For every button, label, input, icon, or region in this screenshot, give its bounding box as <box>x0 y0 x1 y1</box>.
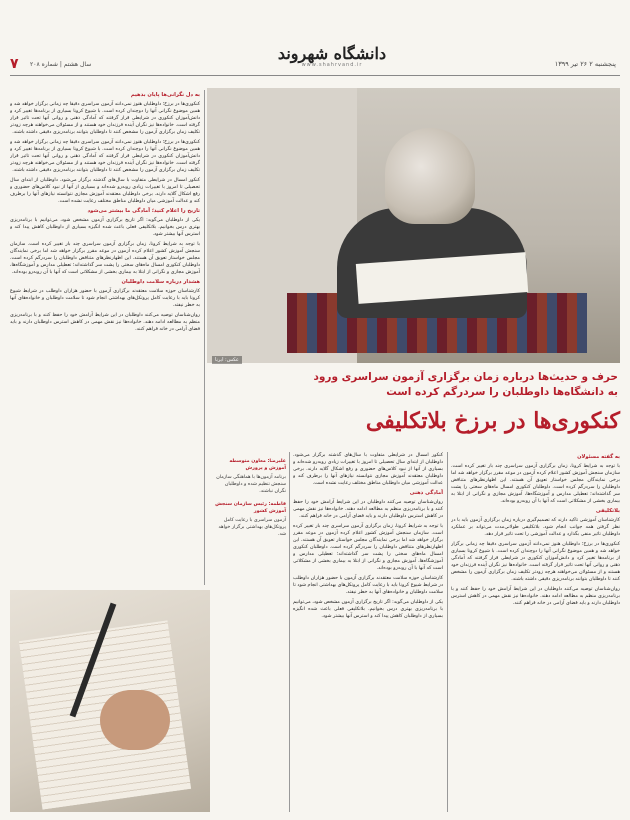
column-divider <box>447 452 448 812</box>
right-sub-heading: بلاتکلیفی <box>595 508 620 514</box>
quote-2-name: فاطمه: رئیس سازمان سنجش آموزش کشور <box>215 502 286 514</box>
quote-sidebar <box>212 458 286 788</box>
left-bottom-text: کارشناسان حوزه سلامت معتقدند برگزاری آزمون با حضور هزاران داوطلب در شرایط شیوع کرونا باید با رعایت کامل پروتکل‌های بهداشتی انجام شود تا سلامت داوطلبان و خانواده‌های آنها به خطر نیفتد. <box>10 289 200 308</box>
quote-1-text: برنامه آزمون‌ها با هماهنگی سازمان سنجش تنظیم شده و داوطلبان نگران نباشند. <box>216 475 286 494</box>
issue-date: پنجشنبه ۲ ۲۶ تیر ۱۳۹۹ <box>554 60 616 68</box>
right-text-3: روان‌شناسان توصیه می‌کنند داوطلبان در این شرایط آرامش خود را حفظ کنند و با برنامه‌ریزی منظم به مطالعه ادامه دهند. خانواده‌ها نیز نقش مهمی در کاهش استرس داوطلبان دارند و باید فضای آرامی در خانه فراهم کنند. <box>451 587 620 606</box>
article-headline: کنکوری‌ها در برزخ بلاتکلیفی <box>365 408 620 434</box>
center-text: کنکور امسال در شرایطی متفاوت با سال‌های گذشته برگزار می‌شود. داوطلبان از ابتدای سال تحصیلی تا امروز با تغییرات زیادی روبه‌رو شده‌اند و بسیاری از آنها از نبود کلاس‌های حضوری و رفع اشکال گلایه دارند. برخی داوطلبان معتقدند آموزش مجازی نتوانسته نیازهای آنها را برطرف کند و عدالت آموزشی میان داوطلبان مناطق مختلف رعایت نشده است. <box>293 453 443 486</box>
left-mid-text-2: با توجه به شرایط کرونا، زمان برگزاری آزمون سراسری چند بار تغییر کرده است. سازمان سنجش آموزش کشور اعلام کرده آزمون در موعد مقرر برگزار خواهد شد اما برخی نمایندگان مجلس خواستار تعویق آن هستند. این اظهارنظرهای متناقض داوطلبان را سردرگم کرده است. داوطلبان کنکوری امسال ماه‌های سختی را پشت سر گذاشته‌اند؛ تعطیلی مدارس و آموزشگاه‌ها، آموزش مجازی و نگرانی از ابتلا به بیماری بخشی از مشکلاتی است که آنها با آن روبه‌رو بوده‌اند. <box>10 242 200 275</box>
column-divider <box>289 452 290 812</box>
logo-url: www.shahrvand.ir <box>301 62 363 68</box>
right-heading: به گفته مسئولان <box>577 454 620 460</box>
left-top-text-2: کنکوری‌ها در برزخ؛ داوطلبان هنوز نمی‌دانند آزمون سراسری دقیقا چه زمانی برگزار خواهد شد و همین موضوع نگرانی آنها را دوچندان کرده است. با شیوع کرونا بسیاری از برنامه‌ها تغییر کرد و دانش‌آموزان کنکوری در شرایطی قرار گرفتند که آمادگی ذهنی و روانی آنها تحت تاثیر قرار گرفته است. خانواده‌ها نیز نگران آینده فرزندان خود هستند و از مسئولان می‌خواهند هرچه زودتر تکلیف زمان برگزاری آزمون را مشخص کنند تا داوطلبان بتوانند برنامه‌ریزی دقیقی داشته باشند. <box>10 140 200 173</box>
logo-text: دانشگاه شهروند <box>277 44 387 63</box>
page-header <box>0 0 630 82</box>
quote-1-name: علیرضا: معاون متوسطه آموزش و پرورش <box>229 459 286 471</box>
left-top-heading: به دل نگرانی‌ها پایان بدهیم <box>130 92 200 98</box>
page-number: ۷ <box>10 56 19 72</box>
column-divider <box>204 90 205 585</box>
center-text-3: کارشناسان حوزه سلامت معتقدند برگزاری آزمون با حضور هزاران داوطلب در شرایط شیوع کرونا باید با رعایت کامل پروتکل‌های بهداشتی انجام شود تا سلامت داوطلبان و خانواده‌های آنها به خطر نیفتد. <box>293 576 443 595</box>
center-text-4: یکی از داوطلبان می‌گوید: اگر تاریخ برگزاری آزمون مشخص شود، می‌توانیم با برنامه‌ریزی بهتری درس بخوانیم. بلاتکلیفی فعلی باعث شده انگیزه بسیاری از داوطلبان کاهش پیدا کند و استرس آنها بیشتر شود. <box>293 600 443 619</box>
photo-student-head <box>385 128 475 224</box>
right-text: با توجه به شرایط کرونا، زمان برگزاری آزمون سراسری چند بار تغییر کرده است. سازمان سنجش آموزش کشور اعلام کرده آزمون در موعد مقرر برگزار خواهد شد اما برخی نمایندگان مجلس خواستار تعویق آن هستند. این اظهارنظرهای متناقض داوطلبان را سردرگم کرده است. داوطلبان کنکوری امسال ماه‌های سختی را پشت سر گذاشته‌اند؛ تعطیلی مدارس و آموزشگاه‌ها، آموزش مجازی و نگرانی از ابتلا به بیماری بخشی از مشکلاتی است که آنها با آن روبه‌رو بوده‌اند. <box>451 464 620 504</box>
photo-credit: عکس: ایرنا <box>212 356 242 364</box>
center-sub-text: روان‌شناسان توصیه می‌کنند داوطلبان در این شرایط آرامش خود را حفظ کنند و با برنامه‌ریزی منظم به مطالعه ادامه دهند. خانواده‌ها نیز نقش مهمی در کاهش استرس داوطلبان دارند و باید فضای آرامی در خانه فراهم کنند. <box>293 500 443 519</box>
quote-2-text: آزمون سراسری با رعایت کامل پروتکل‌های بهداشتی برگزار خواهد شد. <box>218 518 286 537</box>
newspaper-logo[interactable] <box>262 46 402 72</box>
right-column <box>451 452 620 812</box>
left-bottom-heading: هشدار درباره سلامت داوطلبان <box>121 279 200 285</box>
left-mid-heading: تاریخ را اعلام کنید؛ آمادگی ما بیشتر می‌شود <box>87 208 200 214</box>
left-bottom-text-2: روان‌شناسان توصیه می‌کنند داوطلبان در این شرایط آرامش خود را حفظ کنند و با برنامه‌ریزی منظم به مطالعه ادامه دهند. خانواده‌ها نیز نقش مهمی در کاهش استرس داوطلبان دارند و باید فضای آرامی در خانه فراهم کنند. <box>10 313 200 332</box>
center-sub-heading: آمادگی ذهنی <box>409 490 443 496</box>
left-top-text-3: کنکور امسال در شرایطی متفاوت با سال‌های گذشته برگزار می‌شود. داوطلبان از ابتدای سال تحصیلی تا امروز با تغییرات زیادی روبه‌رو شده‌اند و بسیاری از آنها از نبود کلاس‌های حضوری و رفع اشکال گلایه دارند. برخی داوطلبان معتقدند آموزش مجازی نتوانسته نیازهای آنها را برطرف کند و عدالت آموزشی میان داوطلبان مناطق مختلف رعایت نشده است. <box>10 178 200 204</box>
right-text-2: کنکوری‌ها در برزخ؛ داوطلبان هنوز نمی‌دانند آزمون سراسری دقیقا چه زمانی برگزار خواهد شد و همین موضوع نگرانی آنها را دوچندان کرده است. با شیوع کرونا بسیاری از برنامه‌ها تغییر کرد و دانش‌آموزان کنکوری در شرایطی قرار گرفتند که آمادگی ذهنی و روانی آنها تحت تاثیر قرار گرفته است. خانواده‌ها نیز نگران آینده فرزندان خود هستند و از مسئولان می‌خواهند هرچه زودتر تکلیف زمان برگزاری آزمون را مشخص کنند تا داوطلبان بتوانند برنامه‌ریزی دقیقی داشته باشند. <box>451 542 620 582</box>
photo-hand <box>100 690 170 750</box>
right-sub-text: کارشناسان آموزشی تاکید دارند که تصمیم‌گیری درباره زمان برگزاری آزمون باید با در نظر گرفتن همه جوانب انجام شود. بلاتکلیفی طولانی‌مدت می‌تواند بر عملکرد داوطلبان تاثیر منفی بگذارد و عدالت آموزشی را تحت تاثیر قرار دهد. <box>451 518 620 537</box>
left-top-text: کنکوری‌ها در برزخ؛ داوطلبان هنوز نمی‌دانند آزمون سراسری دقیقا چه زمانی برگزار خواهد شد و همین موضوع نگرانی آنها را دوچندان کرده است. با شیوع کرونا بسیاری از برنامه‌ها تغییر کرد و دانش‌آموزان کنکوری در شرایطی قرار گرفتند که آمادگی ذهنی و روانی آنها تحت تاثیر قرار گرفته است. خانواده‌ها نیز نگران آینده فرزندان خود هستند و از مسئولان می‌خواهند هرچه زودتر تکلیف زمان برگزاری آزمون را مشخص کنند تا داوطلبان بتوانند برنامه‌ریزی دقیقی داشته باشند. <box>10 102 200 135</box>
article-lede: حرف و حدیث‌ها درباره زمان برگزاری آزمون سراسری ورود به دانشگاه‌ها داوطلبان را سردرگم کرده است <box>313 371 618 398</box>
header-divider <box>10 75 620 76</box>
center-text-2: با توجه به شرایط کرونا، زمان برگزاری آزمون سراسری چند بار تغییر کرده است. سازمان سنجش آموزش کشور اعلام کرده آزمون در موعد مقرر برگزار خواهد شد اما برخی نمایندگان مجلس خواستار تعویق آن هستند. این اظهارنظرهای متناقض داوطلبان را سردرگم کرده است. داوطلبان کنکوری امسال ماه‌های سختی را پشت سر گذاشته‌اند؛ تعطیلی مدارس و آموزشگاه‌ها، آموزش مجازی و نگرانی از ابتلا به بیماری بخشی از مشکلاتی است که آنها با آن روبه‌رو بوده‌اند. <box>293 524 443 571</box>
left-column <box>10 90 200 585</box>
issue-number: سال هشتم | شماره ۲۰۸ <box>30 61 92 68</box>
left-mid-text: یکی از داوطلبان می‌گوید: اگر تاریخ برگزاری آزمون مشخص شود، می‌توانیم با برنامه‌ریزی بهتری درس بخوانیم. بلاتکلیفی فعلی باعث شده انگیزه بسیاری از داوطلبان کاهش پیدا کند و استرس آنها بیشتر شود. <box>10 218 200 237</box>
side-photo-notebook <box>10 590 210 812</box>
center-column <box>293 452 443 812</box>
main-photo <box>207 88 620 363</box>
